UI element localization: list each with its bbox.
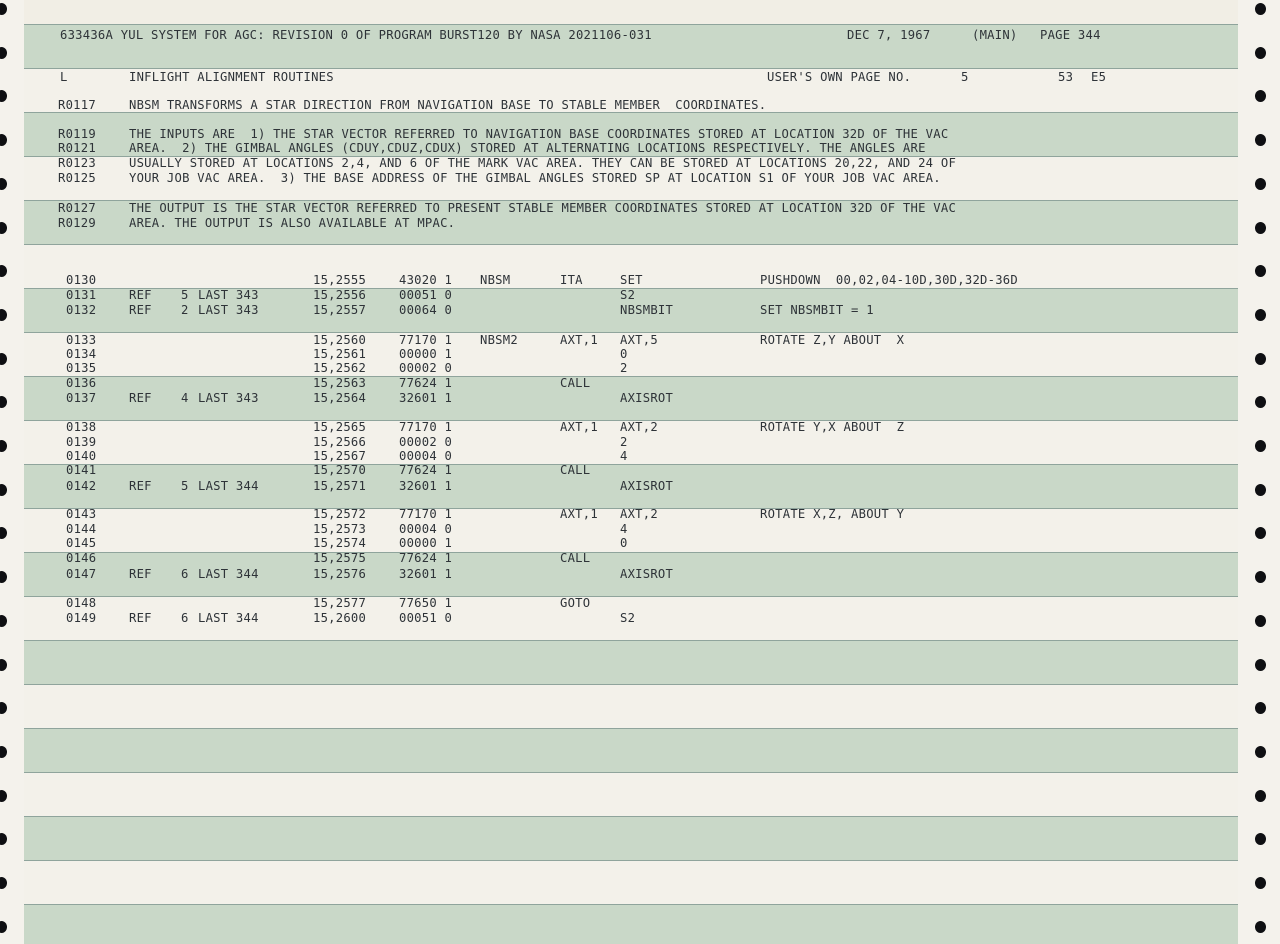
code-line — [0, 391, 1238, 405]
octal-word: 32601 1 — [399, 479, 453, 493]
line-number: 0148 — [66, 596, 97, 610]
line-number: 0138 — [66, 420, 97, 434]
comment-line — [0, 156, 1238, 170]
page-code-2: E5 — [1091, 70, 1107, 84]
code-line — [0, 420, 1238, 434]
band-rule — [24, 860, 1238, 861]
memory-address: 15,2562 — [313, 361, 367, 375]
comment-id: R0129 — [58, 216, 96, 230]
operand: SET — [620, 273, 643, 287]
memory-address: 15,2565 — [313, 420, 367, 434]
symbol-label: NBSM — [480, 273, 511, 287]
comment-line — [0, 216, 1238, 230]
code-line — [0, 551, 1238, 565]
right-sprocket-hole — [1255, 3, 1266, 15]
right-sprocket-hole — [1255, 746, 1266, 758]
right-sprocket-hole — [1255, 702, 1266, 714]
octal-word: 00000 1 — [399, 347, 453, 361]
right-sprocket-hole — [1255, 790, 1266, 802]
operand: AXISROT — [620, 567, 674, 581]
octal-word: 43020 1 — [399, 273, 453, 287]
comment-line — [0, 98, 1238, 112]
comment-id: R0123 — [58, 156, 96, 170]
memory-address: 15,2560 — [313, 333, 367, 347]
line-number: 0135 — [66, 361, 97, 375]
line-number: 0146 — [66, 551, 97, 565]
band-rule — [24, 772, 1238, 773]
memory-address: 15,2556 — [313, 288, 367, 302]
octal-word: 77650 1 — [399, 596, 453, 610]
code-comment: SET NBSMBIT = 1 — [760, 303, 874, 317]
log-section-title: INFLIGHT ALIGNMENT ROUTINES — [129, 70, 334, 84]
memory-address: 15,2567 — [313, 449, 367, 463]
line-number: 0147 — [66, 567, 97, 581]
code-line — [0, 303, 1238, 317]
code-line — [0, 273, 1238, 287]
right-sprocket-hole — [1255, 265, 1266, 277]
line-number: 0131 — [66, 288, 97, 302]
opcode: AXT,1 — [560, 420, 598, 434]
right-sprocket-hole — [1255, 178, 1266, 190]
ref-count: 2 — [181, 303, 189, 317]
memory-address: 15,2555 — [313, 273, 367, 287]
ref-last-page: LAST 344 — [198, 611, 259, 625]
band-rule — [24, 68, 1238, 69]
ref-last-page: LAST 344 — [198, 567, 259, 581]
octal-word: 77624 1 — [399, 376, 453, 390]
line-number: 0140 — [66, 449, 97, 463]
octal-word: 77170 1 — [399, 333, 453, 347]
right-sprocket-hole — [1255, 527, 1266, 539]
operand: 0 — [620, 347, 628, 361]
ref-keyword: REF — [129, 391, 152, 405]
paper-band — [24, 684, 1238, 728]
comment-line — [0, 141, 1238, 155]
page-code-1: 53 — [1058, 70, 1074, 84]
octal-word: 00051 0 — [399, 288, 453, 302]
ref-keyword: REF — [129, 288, 152, 302]
octal-word: 32601 1 — [399, 567, 453, 581]
band-rule — [24, 816, 1238, 817]
octal-word: 77170 1 — [399, 420, 453, 434]
band-rule — [24, 112, 1238, 113]
memory-address: 15,2573 — [313, 522, 367, 536]
paper-band — [24, 816, 1238, 860]
band-rule — [24, 24, 1238, 25]
right-sprocket-hole — [1255, 484, 1266, 496]
comment-id: R0121 — [58, 141, 96, 155]
memory-address: 15,2576 — [313, 567, 367, 581]
code-comment: ROTATE X,Z, ABOUT Y — [760, 507, 905, 521]
ref-last-page: LAST 343 — [198, 391, 259, 405]
comment-id: R0119 — [58, 127, 96, 141]
band-rule — [24, 640, 1238, 641]
right-sprocket-hole — [1255, 309, 1266, 321]
right-sprocket-hole — [1255, 353, 1266, 365]
operand: 4 — [620, 522, 628, 536]
opcode: AXT,1 — [560, 333, 598, 347]
right-sprocket-hole — [1255, 921, 1266, 933]
ref-keyword: REF — [129, 567, 152, 581]
band-rule — [24, 904, 1238, 905]
listing-mark: L — [60, 70, 68, 84]
code-line — [0, 567, 1238, 581]
comment-line — [0, 201, 1238, 215]
code-comment: PUSHDOWN 00,02,04-10D,30D,32D-36D — [760, 273, 1018, 287]
band-rule — [24, 728, 1238, 729]
ref-count: 6 — [181, 611, 189, 625]
ref-count: 5 — [181, 288, 189, 302]
paper-band — [24, 640, 1238, 684]
comment-text: THE OUTPUT IS THE STAR VECTOR REFERRED TO PRESENT STABLE MEMBER COORDINATES STORED AT LOCATION 32D OF THE VAC — [129, 201, 957, 215]
operand: AXISROT — [620, 391, 674, 405]
octal-word: 00002 0 — [399, 361, 453, 375]
line-number: 0144 — [66, 522, 97, 536]
operand: NBSMBIT — [620, 303, 674, 317]
memory-address: 15,2577 — [313, 596, 367, 610]
page-number: PAGE 344 — [1040, 28, 1101, 42]
code-line — [0, 463, 1238, 477]
code-line — [0, 361, 1238, 375]
band-rule — [24, 244, 1238, 245]
code-line — [0, 288, 1238, 302]
operand: S2 — [620, 288, 636, 302]
operand: 2 — [620, 435, 628, 449]
line-number: 0149 — [66, 611, 97, 625]
ref-last-page: LAST 343 — [198, 303, 259, 317]
users-page-label: USER'S OWN PAGE NO. — [767, 70, 912, 84]
code-line — [0, 376, 1238, 390]
ref-count: 4 — [181, 391, 189, 405]
comment-id: R0125 — [58, 171, 96, 185]
operand: 2 — [620, 361, 628, 375]
right-sprocket-hole — [1255, 440, 1266, 452]
right-sprocket-hole — [1255, 222, 1266, 234]
comment-text: USUALLY STORED AT LOCATIONS 2,4, AND 6 OF THE MARK VAC AREA. THEY CAN BE STORED AT LOCATIONS 20,22, AND 24 OF — [129, 156, 957, 170]
paper-band — [24, 772, 1238, 816]
users-page-number: 5 — [961, 70, 969, 84]
comment-text: YOUR JOB VAC AREA. 3) THE BASE ADDRESS OF THE GIMBAL ANGLES STORED SP AT LOCATION S1 OF YOUR JOB VAC AREA. — [129, 171, 941, 185]
memory-address: 15,2566 — [313, 435, 367, 449]
line-number: 0143 — [66, 507, 97, 521]
opcode: ITA — [560, 273, 583, 287]
comment-text: THE INPUTS ARE 1) THE STAR VECTOR REFERRED TO NAVIGATION BASE COORDINATES STORED AT LOCATION 32D OF THE VAC — [129, 127, 949, 141]
octal-word: 00064 0 — [399, 303, 453, 317]
right-sprocket-hole — [1255, 47, 1266, 59]
memory-address: 15,2561 — [313, 347, 367, 361]
right-sprocket-hole — [1255, 877, 1266, 889]
memory-address: 15,2574 — [313, 536, 367, 550]
comment-text: AREA. 2) THE GIMBAL ANGLES (CDUY,CDUZ,CDUX) STORED AT ALTERNATING LOCATIONS RESPECTIVELY. THE ANGLES ARE — [129, 141, 926, 155]
memory-address: 15,2600 — [313, 611, 367, 625]
paper-band — [24, 728, 1238, 772]
octal-word: 32601 1 — [399, 391, 453, 405]
band-rule — [24, 684, 1238, 685]
ref-last-page: LAST 344 — [198, 479, 259, 493]
code-comment: ROTATE Y,X ABOUT Z — [760, 420, 905, 434]
symbol-label: NBSM2 — [480, 333, 518, 347]
opcode: GOTO — [560, 596, 591, 610]
comment-line — [0, 171, 1238, 185]
paper-band — [24, 860, 1238, 904]
section-label: (MAIN) — [972, 28, 1018, 42]
ref-count: 6 — [181, 567, 189, 581]
code-line — [0, 522, 1238, 536]
ref-count: 5 — [181, 479, 189, 493]
operand: 0 — [620, 536, 628, 550]
operand: AXISROT — [620, 479, 674, 493]
line-number: 0137 — [66, 391, 97, 405]
code-line — [0, 536, 1238, 550]
octal-word: 00004 0 — [399, 522, 453, 536]
operand: S2 — [620, 611, 636, 625]
line-number: 0139 — [66, 435, 97, 449]
paper-band — [24, 904, 1238, 944]
code-line — [0, 507, 1238, 521]
code-line — [0, 333, 1238, 347]
opcode: AXT,1 — [560, 507, 598, 521]
ref-last-page: LAST 343 — [198, 288, 259, 302]
line-number: 0141 — [66, 463, 97, 477]
ref-keyword: REF — [129, 303, 152, 317]
operand: AXT,5 — [620, 333, 658, 347]
opcode: CALL — [560, 463, 591, 477]
comment-id: R0127 — [58, 201, 96, 215]
ref-keyword: REF — [129, 479, 152, 493]
octal-word: 77624 1 — [399, 463, 453, 477]
memory-address: 15,2563 — [313, 376, 367, 390]
memory-address: 15,2570 — [313, 463, 367, 477]
opcode: CALL — [560, 376, 591, 390]
line-number: 0133 — [66, 333, 97, 347]
memory-address: 15,2557 — [313, 303, 367, 317]
ref-keyword: REF — [129, 611, 152, 625]
code-line — [0, 449, 1238, 463]
code-line — [0, 611, 1238, 625]
operand: AXT,2 — [620, 507, 658, 521]
operand: AXT,2 — [620, 420, 658, 434]
line-number: 0142 — [66, 479, 97, 493]
comment-text: NBSM TRANSFORMS A STAR DIRECTION FROM NAVIGATION BASE TO STABLE MEMBER COORDINATES. — [129, 98, 767, 112]
octal-word: 00000 1 — [399, 536, 453, 550]
octal-word: 77170 1 — [399, 507, 453, 521]
code-line — [0, 596, 1238, 610]
right-sprocket-hole — [1255, 659, 1266, 671]
line-number: 0134 — [66, 347, 97, 361]
right-sprocket-hole — [1255, 833, 1266, 845]
line-number: 0130 — [66, 273, 97, 287]
octal-word: 77624 1 — [399, 551, 453, 565]
memory-address: 15,2575 — [313, 551, 367, 565]
octal-word: 00051 0 — [399, 611, 453, 625]
octal-word: 00002 0 — [399, 435, 453, 449]
code-comment: ROTATE Z,Y ABOUT X — [760, 333, 905, 347]
right-sprocket-hole — [1255, 396, 1266, 408]
comment-id: R0117 — [58, 98, 96, 112]
code-line — [0, 435, 1238, 449]
header-line — [0, 28, 1238, 42]
operand: 4 — [620, 449, 628, 463]
octal-word: 00004 0 — [399, 449, 453, 463]
memory-address: 15,2564 — [313, 391, 367, 405]
right-sprocket-hole — [1255, 134, 1266, 146]
line-number: 0136 — [66, 376, 97, 390]
line-number: 0145 — [66, 536, 97, 550]
line-number: 0132 — [66, 303, 97, 317]
program-title: 633436A YUL SYSTEM FOR AGC: REVISION 0 OF PROGRAM BURST120 BY NASA 2021106-031 — [60, 28, 652, 42]
subheader-line — [0, 70, 1238, 84]
code-line — [0, 347, 1238, 361]
memory-address: 15,2572 — [313, 507, 367, 521]
listing-date: DEC 7, 1967 — [847, 28, 931, 42]
memory-address: 15,2571 — [313, 479, 367, 493]
code-line — [0, 479, 1238, 493]
opcode: CALL — [560, 551, 591, 565]
comment-line — [0, 127, 1238, 141]
right-sprocket-hole — [1255, 615, 1266, 627]
comment-text: AREA. THE OUTPUT IS ALSO AVAILABLE AT MPAC. — [129, 216, 456, 230]
right-sprocket-hole — [1255, 571, 1266, 583]
right-sprocket-hole — [1255, 90, 1266, 102]
